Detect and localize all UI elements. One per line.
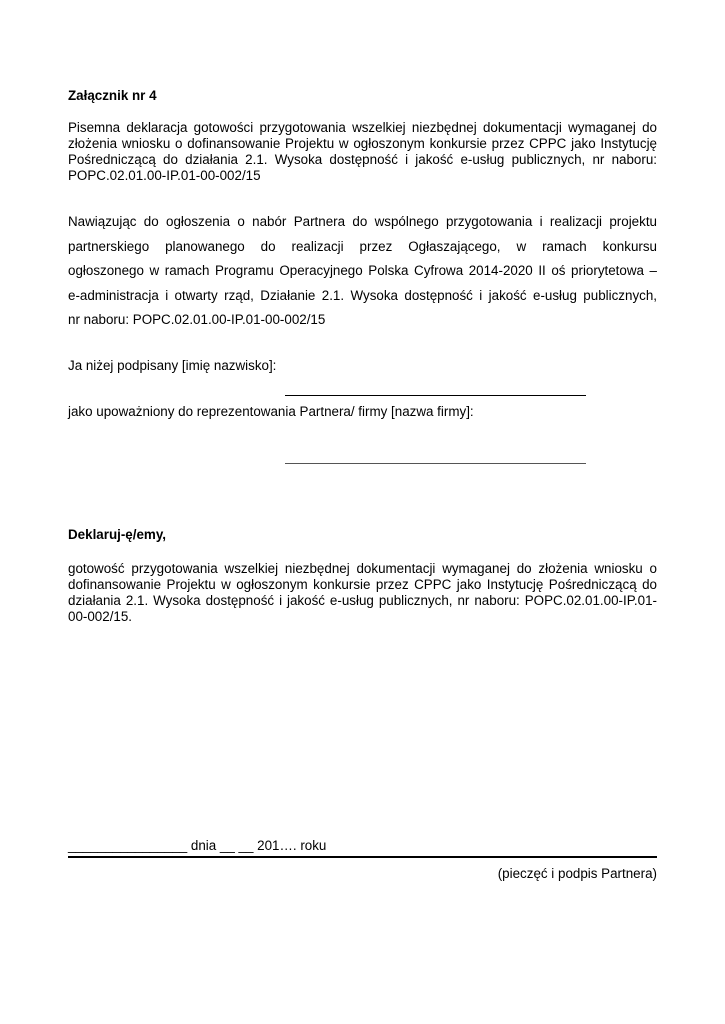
reference-line: ogłoszonego w ramach Programu Operacyjnego Polska Cyfrowa 2014-2020 II oś priorytetowa – (68, 263, 657, 279)
reference-line: Nawiązując do ogłoszenia o nabór Partnera do wspólnego przygotowania i realizacji projektu (68, 214, 657, 229)
reference-line: partnerskiego planowanego do realizacji przez Ogłaszającego, w ramach konkursu (68, 238, 657, 254)
company-name-field[interactable] (285, 463, 586, 464)
declaration-heading: Deklaruj-ę/emy, (68, 527, 166, 542)
declaration-paragraph: gotowość przygotowania wszelkiej niezbędnej dokumentacji wymaganej do złożenia wniosku o dofinansowanie Projektu w ogłoszonym konkursie przez CPPC jako Instytucję Pośredniczącą do działania 2.1. Wysoka dostępność i jakość e-usług publicznych, nr naboru: POPC.02.01.00-IP.01-00-002/15. (68, 561, 657, 624)
signer-name-label: Ja niżej podpisany [imię nazwisko]: (68, 358, 277, 373)
signer-name-field[interactable] (285, 395, 586, 396)
attachment-title: Załącznik nr 4 (68, 88, 157, 103)
company-name-label: jako upoważniony do reprezentowania Partnera/ firmy [nazwa firmy]: (68, 404, 474, 419)
reference-paragraph (68, 210, 657, 333)
signature-rule (68, 856, 657, 858)
stamp-signature-label: (pieczęć i podpis Partnera) (497, 866, 657, 881)
reference-line: nr naboru: POPC.02.01.00-IP.01-00-002/15 (68, 312, 326, 328)
reference-line: e-administracja i otwarty rząd, Działanie 2.1. Wysoka dostępność i jakość e-usług publicznych, (68, 287, 657, 303)
intro-paragraph: Pisemna deklaracja gotowości przygotowania wszelkiej niezbędnej dokumentacji wymaganej do złożenia wniosku o dofinansowanie Projektu w ogłoszonym konkursie przez CPPC jako Instytucję Pośredniczącą do działania 2.1. Wysoka dostępność i jakość e-usług publicznych, nr naboru: POPC.02.01.00-IP.01-00-002/15 (68, 120, 657, 183)
date-line: ________________ dnia __ __ 201…. roku (68, 838, 327, 853)
